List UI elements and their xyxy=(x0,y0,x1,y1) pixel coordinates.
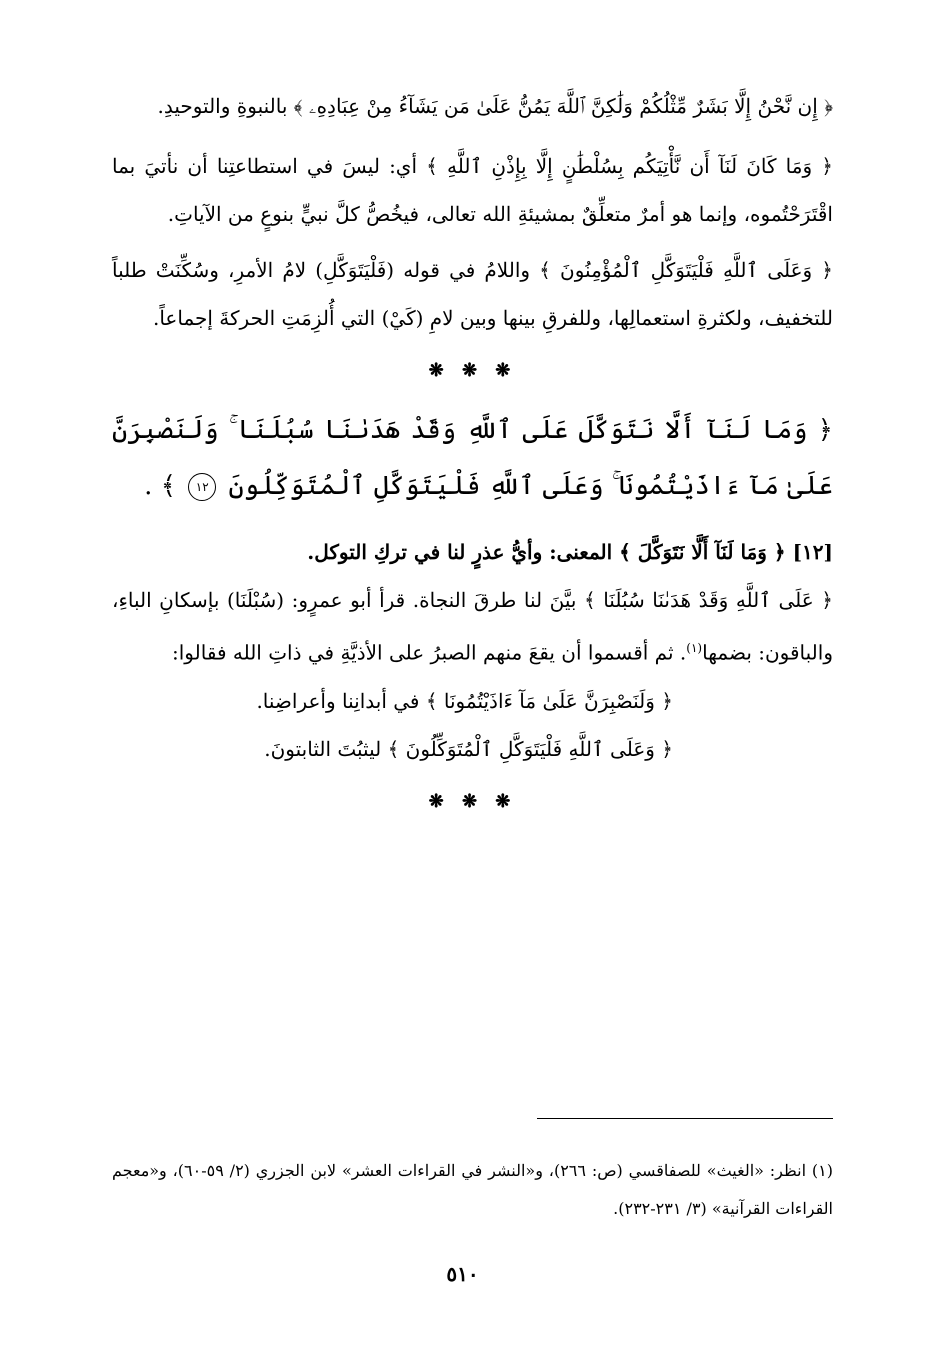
commentary-line-1: [١٢] ﴿ وَمَا لَنَآ أَلَّا نَتَوَكَّلَ ﴾ المعنى: وأيُّ عذرٍ لنا في تركِ التوكل. xyxy=(307,540,833,564)
tafsir-paragraph-lam-amr: ﴿ وَعَلَى ٱللَّهِ فَلْيَتَوَكَّلِ ٱلْمُؤْمِنُونَ ﴾ واللامُ في قوله (فَلْيَتَوَكَّلِ) لامُ الأمرِ، وسُكِّنَتْ طلباً للتخفيف، ولكثرةِ استعمالِها، وللفرقِ بينها وبين لامِ (كَيْ) التي أُلزِمَتِ الحركةَ إجماعاً. xyxy=(112,258,833,330)
footnote-reference[interactable]: (١) xyxy=(686,641,703,655)
commentary-line-4: ﴿ وَعَلَى ٱللَّهِ فَلْيَتَوَكَّلِ ٱلْمُتَوَكِّلُونَ ﴾ ليثبُتَ الثابتونَ. xyxy=(264,736,673,761)
footnote-divider xyxy=(537,1118,833,1119)
commentary-paragraph-2 xyxy=(112,576,833,677)
verse-closing-bracket: ﴾ . xyxy=(144,471,176,501)
section-separator-stars: ❋ ❋ ❋ xyxy=(428,360,517,381)
section-separator-stars-2: ❋ ❋ ❋ xyxy=(428,790,517,812)
verse-number-marker: ١٢ xyxy=(188,473,216,501)
commentary-line-3: ﴿ وَلَنَصْبِرَنَّ عَلَىٰ مَآ ءَاذَيْتُمُونَا ﴾ في أبدانِنا وأعراضِنا. xyxy=(256,688,673,713)
verse-text: ﴿ وَمَا لَنَآ أَلَّا نَتَوَكَّلَ عَلَى ٱللَّهِ وَقَدْ هَدَىٰنَا سُبُلَنَا ۚ وَلَنَصْبِرَنَّ عَلَىٰ مَآ ءَاذَيْتُمُونَا ۚ وَعَلَى ٱللَّهِ فَلْيَتَوَكَّلِ ٱلْمُتَوَكِّلُونَ xyxy=(112,415,833,501)
quran-verse-12 xyxy=(112,402,833,514)
tafsir-paragraph-capability: ﴿ وَمَا كَانَ لَنَآ أَن نَّأْتِيَكُم بِسُلْطَٰنٍ إِلَّا بِإِذْنِ ٱللَّهِ ﴾ أي: ليسَ في استطاعتِنا أن نأتيَ بما اقْتَرَحْتُموه، وإنما هو أمرٌ متعلِّقٌ بمشيئةِ الله تعالى، فيخُصُّ كلَّ نبيٍّ بنوعٍ من الآياتِ. xyxy=(112,154,834,226)
page-number: ٥١٠ xyxy=(446,1262,479,1286)
commentary-text-tail: . ثم أقسموا أن يقعَ منهم الصبرُ على الأذيَّةِ في ذاتِ الله فقالوا: xyxy=(172,640,687,665)
tafsir-paragraph-prophethood: ﴿ إِن نَّحْنُ إِلَّا بَشَرٌ مِّثْلُكُمْ وَلَٰكِنَّ ٱللَّهَ يَمُنُّ عَلَىٰ مَن يَشَآءُ مِنْ عِبَادِهِۦ ﴾ بالنبوةِ والتوحيدِ. xyxy=(157,94,833,118)
footnote-1: (١) انظر: «الغيث» للصفاقسي (ص: ٢٦٦)، و«النشر في القراءات العشر» لابن الجزري (٢/ ٥٩-٦٠)، و«معجم القراءات القرآنية» (٣/ ٢٣١-٢٣٢). xyxy=(112,1161,833,1218)
commentary-text: ﴿ عَلَى ٱللَّهِ وَقَدْ هَدَىٰنَا سُبُلَنَا ﴾ بيَّنَ لنا طرقَ النجاة. قرأ أبو عمرٍو: (سُبْلَنَا) بإسكانِ الباءِ، والباقون: بضمها xyxy=(112,588,833,665)
